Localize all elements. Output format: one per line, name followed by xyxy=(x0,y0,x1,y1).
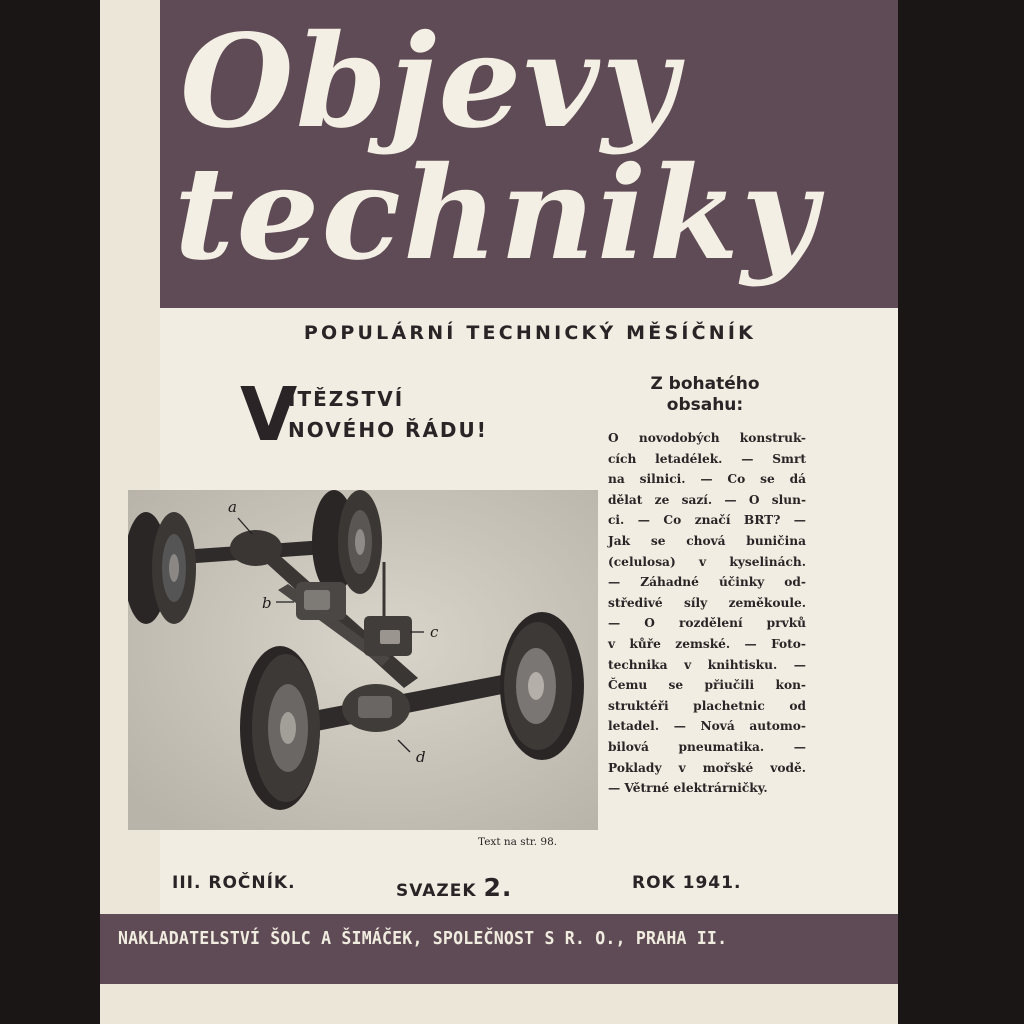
headline xyxy=(240,372,580,458)
contents-line: na silnici. — Co se dá xyxy=(608,472,806,487)
volume-label: III. ROČNÍK. xyxy=(172,873,296,893)
figure-label-a: a xyxy=(228,498,237,516)
masthead-title-line-1: Objevy xyxy=(180,7,680,157)
contents-line: — O rozdělení prvků xyxy=(608,616,806,631)
issue-number: 2. xyxy=(483,873,513,902)
year-label: ROK 1941. xyxy=(632,873,742,893)
issue-label xyxy=(396,873,512,902)
contents-heading-line-2: obsahu: xyxy=(666,395,744,415)
figure-label-c: c xyxy=(430,623,439,641)
contents-line: středivé síly zeměkoule. xyxy=(608,595,806,610)
figure-label-d: d xyxy=(416,748,426,766)
chassis-photo xyxy=(128,490,598,830)
contents-line: (celulosa) v kyselinách. xyxy=(608,554,806,569)
contents-line: bilová pneumatika. — xyxy=(608,739,806,754)
contents-line: cích letadélek. — Smrt xyxy=(608,451,806,466)
rear-left-wheels xyxy=(128,512,196,624)
contents-line: O novodobých konstruk- xyxy=(608,431,806,445)
magazine-cover xyxy=(100,0,898,1024)
front-right-wheel xyxy=(500,612,584,760)
contents-line: Čemu se přiučili kon- xyxy=(608,678,806,693)
contents-line: — Záhadné účinky od- xyxy=(608,575,806,590)
contents-line: Poklady v mořské vodě. xyxy=(608,760,806,775)
rear-right-wheels xyxy=(312,490,382,594)
contents-line: Jak se chová buničina xyxy=(608,533,806,548)
contents-line: v kůře zemské. — Foto- xyxy=(608,636,806,651)
headline-initial: V xyxy=(240,372,298,458)
figure-caption: Text na str. 98. xyxy=(478,836,558,848)
chassis-illustration xyxy=(128,490,598,830)
figure-label-b: b xyxy=(262,594,272,612)
cover-bottom-margin xyxy=(100,984,898,1024)
issue-label-text: SVAZEK xyxy=(396,881,477,901)
front-left-wheel xyxy=(240,646,320,810)
contents-list xyxy=(608,428,806,799)
contents-line: technika v knihtisku. — xyxy=(608,657,806,672)
publisher-band xyxy=(100,914,898,984)
contents-line: struktéři plachetnic od xyxy=(608,698,806,713)
contents-line: letadel. — Nová automo- xyxy=(608,719,806,734)
subtitle: POPULÁRNÍ TECHNICKÝ MĚSÍČNÍK xyxy=(303,322,757,344)
publisher-name: NAKLADATELSTVÍ ŠOLC A ŠIMÁČEK, SPOLEČNOST S R. O., PRAHA II. xyxy=(118,928,728,949)
contents-line: dělat ze sazí. — O slun- xyxy=(608,492,806,507)
masthead-title-line-2: techniky xyxy=(174,139,819,289)
contents-heading xyxy=(605,374,805,416)
headline-line-1: ÍTĚZSTVÍ xyxy=(288,387,405,411)
contents-line: — Větrné elektrárničky. xyxy=(608,781,768,796)
headline-line-2: NOVÉHO ŘÁDU! xyxy=(288,418,488,442)
contents-heading-line-1: Z bohatého xyxy=(650,374,760,394)
contents-line: ci. — Co značí BRT? — xyxy=(608,513,806,528)
